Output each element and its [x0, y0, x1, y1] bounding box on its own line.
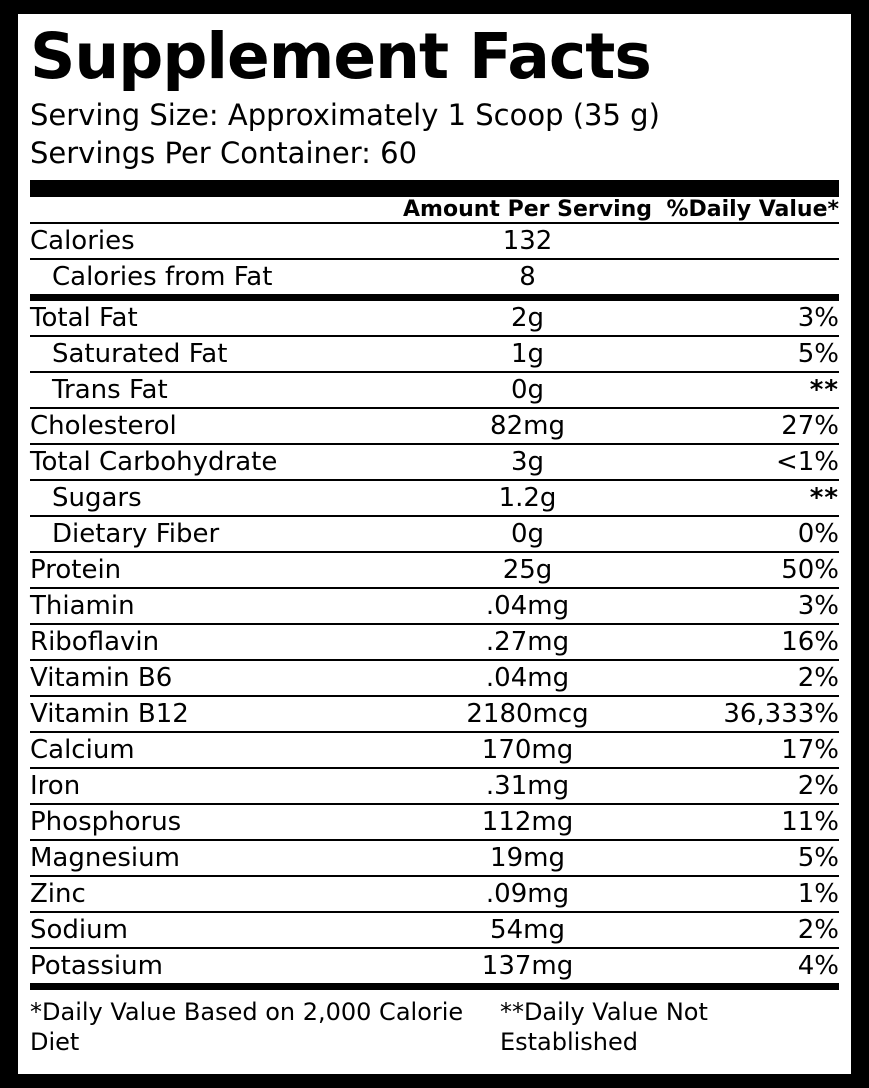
nutrient-daily-value: 27% — [781, 411, 839, 441]
header-amount-per-serving: Amount Per Serving — [403, 197, 653, 222]
footnote-not-established: **Daily Value Not Established — [499, 998, 708, 1056]
nutrient-amount: 132 — [502, 226, 553, 256]
footnotes — [30, 990, 839, 1057]
nutrient-daily-value: 5% — [797, 339, 839, 369]
table-row — [30, 336, 839, 371]
nutrient-name: Zinc — [30, 879, 86, 909]
table-row — [30, 298, 839, 336]
nutrient-name: Magnesium — [30, 843, 180, 873]
table-row — [30, 912, 839, 947]
table-row — [30, 768, 839, 803]
nutrient-name: Iron — [30, 771, 81, 801]
nutrient-amount: 8 — [519, 262, 536, 292]
table-row — [30, 732, 839, 767]
nutrient-daily-value: ** — [809, 483, 839, 513]
nutrient-daily-value: 0% — [797, 519, 839, 549]
table-row — [30, 372, 839, 407]
nutrient-amount: 1.2g — [498, 483, 557, 513]
nutrient-daily-value: 2% — [797, 771, 839, 801]
nutrient-daily-value: 17% — [781, 735, 839, 765]
nutrient-daily-value: 3% — [797, 303, 839, 333]
serving-size-text: Serving Size: Approximately 1 Scoop (35 g) — [30, 98, 660, 132]
nutrient-name: Calories — [30, 226, 135, 256]
nutrient-name: Sodium — [30, 915, 128, 945]
nutrient-amount: 2g — [510, 303, 545, 333]
divider-bottom — [30, 983, 839, 990]
nutrient-amount: 3g — [510, 447, 545, 477]
table-row — [30, 624, 839, 659]
nutrient-name: Trans Fat — [52, 375, 168, 405]
nutrient-amount: 112mg — [481, 807, 574, 837]
header-daily-value: %Daily Value* — [666, 197, 839, 222]
nutrient-daily-value: 2% — [797, 663, 839, 693]
nutrient-amount: .09mg — [485, 879, 570, 909]
nutrition-table — [30, 197, 839, 983]
nutrient-name: Potassium — [30, 951, 163, 981]
table-row — [30, 444, 839, 479]
nutrient-daily-value: ** — [809, 375, 839, 405]
nutrient-daily-value: 3% — [797, 591, 839, 621]
table-row — [30, 876, 839, 911]
nutrient-amount: .04mg — [485, 663, 570, 693]
nutrient-amount: 19mg — [490, 843, 565, 873]
nutrient-name: Riboflavin — [30, 627, 160, 657]
nutrient-name: Dietary Fiber — [52, 519, 220, 549]
nutrient-name: Vitamin B6 — [30, 663, 173, 693]
footnote-daily-value: *Daily Value Based on 2,000 Calorie Diet — [30, 998, 464, 1056]
table-row — [30, 223, 839, 258]
page-title: Supplement Facts — [30, 20, 651, 93]
nutrient-daily-value: 1% — [797, 879, 839, 909]
nutrient-name: Cholesterol — [30, 411, 177, 441]
nutrient-name: Protein — [30, 555, 122, 585]
nutrient-name: Saturated Fat — [52, 339, 228, 369]
nutrient-daily-value — [653, 223, 839, 258]
nutrient-amount: 1g — [510, 339, 545, 369]
nutrient-name: Calories from Fat — [52, 262, 273, 292]
nutrient-daily-value: 2% — [797, 915, 839, 945]
table-row — [30, 840, 839, 875]
nutrient-name: Calcium — [30, 735, 135, 765]
nutrient-amount: 82mg — [490, 411, 565, 441]
table-row — [30, 552, 839, 587]
divider-thick-top — [30, 180, 839, 197]
nutrient-amount: 137mg — [481, 951, 574, 981]
nutrient-amount: 0g — [510, 519, 545, 549]
table-header-row — [30, 197, 839, 222]
nutrient-amount: 2180mcg — [466, 699, 589, 729]
table-row — [30, 516, 839, 551]
nutrient-daily-value: 4% — [797, 951, 839, 981]
header-nutrient — [30, 197, 402, 222]
nutrient-name: Thiamin — [30, 591, 135, 621]
nutrient-amount: .04mg — [485, 591, 570, 621]
table-row — [30, 259, 839, 294]
nutrient-amount: 54mg — [490, 915, 565, 945]
table-row — [30, 696, 839, 731]
table-row — [30, 948, 839, 983]
table-row — [30, 480, 839, 515]
nutrient-daily-value: 11% — [781, 807, 839, 837]
table-row — [30, 408, 839, 443]
table-row — [30, 804, 839, 839]
nutrient-name: Phosphorus — [30, 807, 182, 837]
servings-per-container-text: Servings Per Container: 60 — [30, 136, 418, 170]
nutrient-amount: .27mg — [485, 627, 570, 657]
nutrient-daily-value: 50% — [781, 555, 839, 585]
nutrient-daily-value: <1% — [775, 447, 839, 477]
nutrient-daily-value: 36,333% — [723, 699, 839, 729]
nutrient-name: Total Fat — [30, 303, 138, 333]
nutrient-daily-value: 5% — [797, 843, 839, 873]
nutrient-name: Vitamin B12 — [30, 699, 189, 729]
nutrient-amount: 170mg — [481, 735, 574, 765]
nutrient-amount: 0g — [510, 375, 545, 405]
table-row — [30, 660, 839, 695]
nutrient-amount: 25g — [502, 555, 553, 585]
supplement-facts-panel — [18, 14, 851, 1074]
table-row — [30, 588, 839, 623]
nutrient-amount: .31mg — [485, 771, 570, 801]
nutrient-daily-value: 16% — [781, 627, 839, 657]
nutrient-name: Sugars — [52, 483, 142, 513]
nutrient-name: Total Carbohydrate — [30, 447, 278, 477]
nutrient-daily-value — [653, 259, 839, 294]
